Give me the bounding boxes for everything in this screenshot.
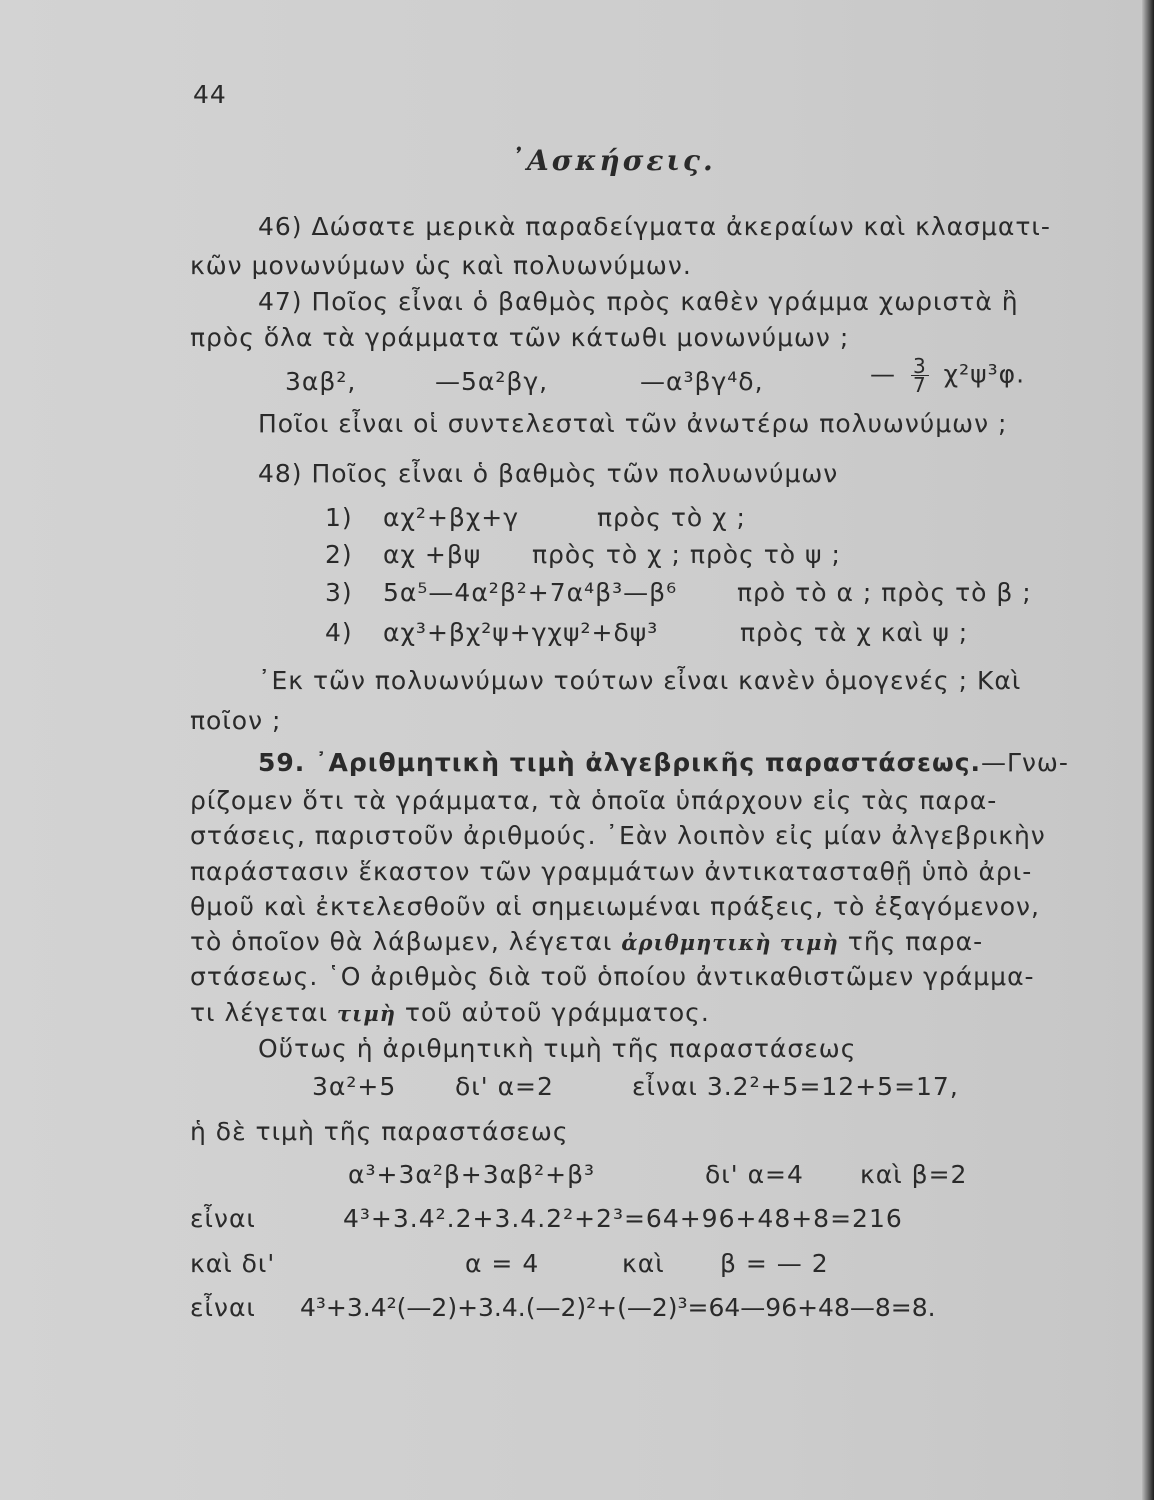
monomial-3: —α³βγ⁴δ, <box>640 367 764 396</box>
polynomial-expression: αχ³+βχ²ψ+γχψ²+δψ³ <box>383 618 659 647</box>
label-is: εἶναι <box>190 1293 256 1322</box>
section-59-line-11: ἡ δὲ τιμὴ τῆς παραστάσεως <box>190 1117 569 1146</box>
exercise-48-line-2: ᾿Εκ τῶν πολυωνύμων τούτων εἶναι κανὲν ὁμογενές ; Καὶ <box>258 666 1022 695</box>
polynomial-expression: 5α⁵—4α²β²+7α⁴β³—β⁶ <box>383 578 678 607</box>
substitution: καὶ β=2 <box>860 1160 968 1189</box>
conjunction: καὶ <box>622 1249 665 1278</box>
term-arithmetic-value: ἀριθμητικὴ τιμὴ <box>621 930 839 955</box>
section-59-line-9: Οὕτως ἡ ἀριθμητικὴ τιμὴ τῆς παραστάσεως <box>258 1034 857 1063</box>
section-59-line-5: θμοῦ καὶ ἐκτελεσθοῦν αἱ σημειωμέναι πράξεις, τὸ ἐξαγόμενον, <box>190 892 1040 921</box>
monomial-2: —5α²βγ, <box>435 367 549 396</box>
label-is: εἶναι <box>190 1204 256 1233</box>
page-edge-shadow <box>1142 0 1154 1500</box>
item-number: 2) <box>325 540 353 569</box>
exercise-48-line-1: 48) Ποῖος εἶναι ὁ βαθμὸς τῶν πολυωνύμων <box>258 459 839 488</box>
exercise-47-line-2: πρὸς ὅλα τὰ γράμματα τῶν κάτωθι μονωνύμων ; <box>190 323 850 352</box>
section-59-line-1 <box>258 748 1069 777</box>
fraction-numerator: 3 <box>912 354 927 378</box>
item-number: 4) <box>325 618 353 647</box>
substitution: α = 4 <box>465 1249 540 1278</box>
label-and-for: καὶ δι' <box>190 1249 276 1278</box>
exercise-48-line-3: ποῖον ; <box>190 706 282 735</box>
polynomial-expression: αχ²+βχ+γ <box>383 503 520 532</box>
monomial-1: 3αβ², <box>285 367 357 396</box>
polynomial-question: πρὸ τὸ α ; πρὸς τὸ β ; <box>737 578 1032 607</box>
section-59-line-1-rest: —Γνω- <box>981 748 1069 777</box>
exercise-47-line-3: Ποῖοι εἶναι οἱ συντελεσταὶ τῶν ἀνωτέρω πολυωνύμων ; <box>258 409 1008 438</box>
polynomial-question: πρὸς τὸ χ ; <box>597 503 746 532</box>
section-title: ᾿Ασκήσεις. <box>510 144 716 177</box>
expression: 3α²+5 <box>312 1072 397 1101</box>
monomial-4-sign: — <box>870 359 896 389</box>
page-number: 44 <box>193 80 227 109</box>
exercise-46-line-2: κῶν μονωνύμων ὡς καὶ πολυωνύμων. <box>190 251 692 280</box>
substitution: β = — 2 <box>720 1249 829 1278</box>
computation: 4³+3.4².2+3.4.2²+2³=64+96+48+8=216 <box>343 1204 903 1233</box>
fraction <box>911 354 929 397</box>
exercise-47-line-1: 47) Ποῖος εἶναι ὁ βαθμὸς πρὸς καθὲν γράμμα χωριστὰ ἢ <box>258 287 1019 316</box>
section-59-line-6 <box>190 927 983 956</box>
fraction-denominator: 7 <box>912 373 927 397</box>
polynomial-question: πρὸς τὰ χ καὶ ψ ; <box>740 618 969 647</box>
exercise-46-line-1: 46) Δώσατε μερικὰ παραδείγματα ἀκεραίων καὶ κλασματι- <box>258 212 1051 241</box>
line-text: τῆς παρα- <box>847 927 984 956</box>
section-59-heading: 59. ᾿Αριθμητικὴ τιμὴ ἀλγεβρικῆς παραστάσεως. <box>258 748 982 777</box>
section-59-line-2: ρίζομεν ὅτι τὰ γράμματα, τὰ ὁποῖα ὑπάρχουν εἰς τὰς παρα- <box>190 786 998 815</box>
computation: 4³+3.4²(—2)+3.4.(—2)²+(—2)³=64—96+48—8=8. <box>300 1293 936 1322</box>
polynomial-question: πρὸς τὸ χ ; πρὸς τὸ ψ ; <box>532 540 841 569</box>
polynomial-expression: αχ +βψ <box>383 540 482 569</box>
line-text: τὸ ὁποῖον θὰ λάβωμεν, λέγεται <box>190 927 613 956</box>
section-59-line-4: παράστασιν ἕκαστον τῶν γραμμάτων ἀντικατασταθῇ ὑπὸ ἀρι- <box>190 857 1033 886</box>
section-59-line-7: στάσεως. ῾Ο ἀριθμὸς διὰ τοῦ ὁποίου ἀντικαθιστῶμεν γράμμα- <box>190 962 1035 991</box>
expression: α³+3α²β+3αβ²+β³ <box>348 1160 596 1189</box>
monomial-4-variables: χ²ψ³φ. <box>943 359 1026 389</box>
result: εἶναι 3.2²+5=12+5=17, <box>632 1072 959 1101</box>
substitution: δι' α=2 <box>455 1072 554 1101</box>
term-value: τιμὴ <box>337 1001 396 1026</box>
line-text: τοῦ αὐτοῦ γράμματος. <box>404 998 710 1027</box>
monomial-4 <box>870 354 1026 397</box>
item-number: 1) <box>325 503 353 532</box>
section-59-line-8 <box>190 998 710 1027</box>
substitution: δι' α=4 <box>705 1160 804 1189</box>
section-59-line-3: στάσεις, παριστοῦν ἀριθμούς. ᾿Εὰν λοιπὸν εἰς μίαν ἀλγεβρικὴν <box>190 821 1046 850</box>
line-text: τι λέγεται <box>190 998 329 1027</box>
item-number: 3) <box>325 578 353 607</box>
